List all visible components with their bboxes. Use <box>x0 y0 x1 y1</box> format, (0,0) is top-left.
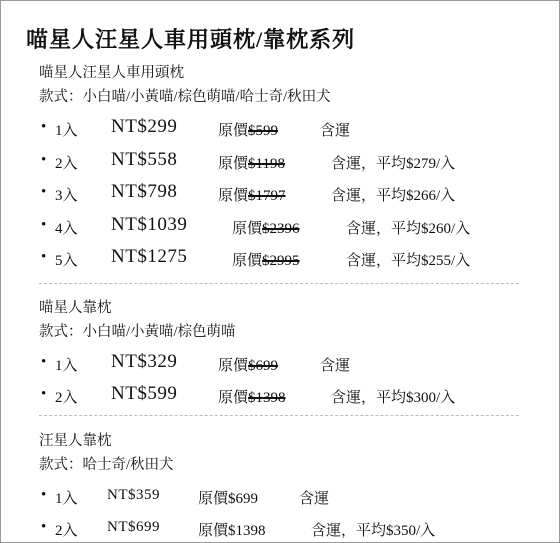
shipping-note: 含運，平均$255/入 <box>346 253 471 269</box>
shipping-note: 含運，平均$279/入 <box>331 156 456 172</box>
original-price-label: 原價 <box>218 358 249 374</box>
original-price-value: $1398 <box>228 523 266 539</box>
section-title: 喵星人靠枕 <box>39 300 112 316</box>
sale-price: NT$558 <box>111 149 178 170</box>
original-price-label: 原價 <box>218 188 249 204</box>
bullet: • <box>41 519 47 535</box>
original-price-value: $1398 <box>248 390 286 406</box>
original-price <box>218 354 278 375</box>
quantity: 3入 <box>55 188 78 204</box>
shipping-note: 含運，平均$260/入 <box>346 221 471 237</box>
quantity: 4入 <box>55 221 78 237</box>
original-price-value: $1797 <box>248 188 286 204</box>
section-divider <box>39 415 519 416</box>
bullet: • <box>41 152 47 168</box>
quantity: 1入 <box>55 358 78 374</box>
shipping-note: 含運 <box>320 358 351 374</box>
sale-price: NT$329 <box>111 351 178 372</box>
original-price <box>218 119 278 140</box>
bullet: • <box>41 184 47 200</box>
original-price-value: $1198 <box>248 156 285 172</box>
original-price <box>198 519 266 540</box>
quantity: 2入 <box>55 390 78 406</box>
quantity: 1入 <box>55 123 78 139</box>
bullet: • <box>41 487 47 503</box>
sale-price: NT$299 <box>111 116 178 137</box>
sale-price: NT$359 <box>107 487 160 503</box>
bullet: • <box>41 249 47 265</box>
original-price-label: 原價 <box>232 253 263 269</box>
section-divider <box>39 283 519 284</box>
original-price <box>218 152 285 173</box>
bullet: • <box>41 119 47 135</box>
original-price-value: $2995 <box>262 253 300 269</box>
bullet: • <box>41 217 47 233</box>
original-price-label: 原價 <box>218 156 249 172</box>
shipping-note: 含運，平均$300/入 <box>331 390 456 406</box>
original-price-value: $599 <box>248 123 279 139</box>
shipping-note: 含運，平均$350/入 <box>311 523 436 539</box>
original-price-label: 原價 <box>198 491 229 507</box>
section-styles: 款式：小白喵/小黃喵/棕色萌喵 <box>39 324 236 340</box>
sale-price: NT$699 <box>107 519 160 535</box>
quantity: 2入 <box>55 523 78 539</box>
original-price <box>198 487 258 508</box>
sale-price: NT$599 <box>111 383 178 404</box>
quantity: 5入 <box>55 253 78 269</box>
section-styles: 款式：小白喵/小黃喵/棕色萌喵/哈士奇/秋田犬 <box>39 89 331 105</box>
section-title: 喵星人汪星人車用頭枕 <box>39 65 184 81</box>
quantity: 1入 <box>55 491 78 507</box>
bullet: • <box>41 354 47 370</box>
shipping-note: 含運 <box>299 491 330 507</box>
original-price-value: $699 <box>248 358 279 374</box>
quantity: 2入 <box>55 156 78 172</box>
original-price <box>232 249 300 270</box>
original-price-label: 原價 <box>218 390 249 406</box>
section-title: 汪星人靠枕 <box>39 433 112 449</box>
original-price-value: $2396 <box>262 221 300 237</box>
original-price-label: 原價 <box>218 123 249 139</box>
sale-price: NT$1275 <box>111 246 188 267</box>
shipping-note: 含運 <box>320 123 351 139</box>
original-price-value: $699 <box>228 491 259 507</box>
sale-price: NT$1039 <box>111 214 188 235</box>
section-styles: 款式：哈士奇/秋田犬 <box>39 457 174 473</box>
original-price <box>218 184 286 205</box>
original-price <box>232 217 300 238</box>
original-price-label: 原價 <box>198 523 229 539</box>
original-price-label: 原價 <box>232 221 263 237</box>
page-title: 喵星人汪星人車用頭枕/靠枕系列 <box>26 27 356 52</box>
original-price <box>218 386 286 407</box>
shipping-note: 含運，平均$266/入 <box>331 188 456 204</box>
sale-price: NT$798 <box>111 181 178 202</box>
bullet: • <box>41 386 47 402</box>
